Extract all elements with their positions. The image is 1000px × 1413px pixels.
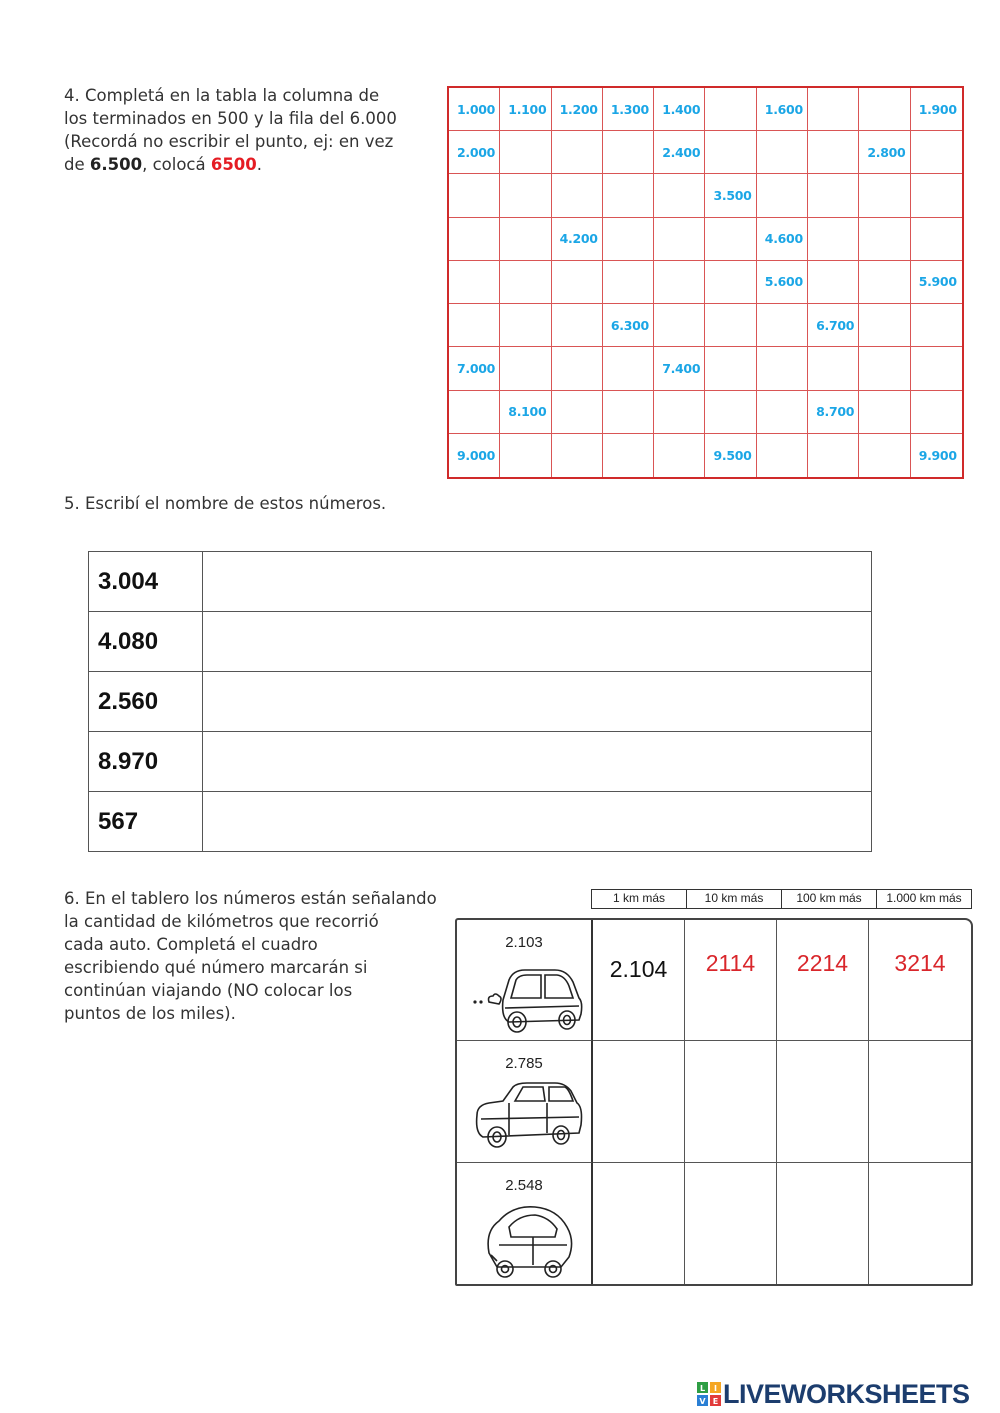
grid-cell[interactable] [552,434,603,477]
grid-cell[interactable] [603,218,654,261]
grid-cell: 2.000 [449,131,500,174]
grid-cell[interactable] [705,261,756,304]
km-answer-cell[interactable] [777,1041,869,1162]
grid-cell[interactable] [552,131,603,174]
grid-cell[interactable] [449,174,500,217]
grid-cell[interactable] [449,304,500,347]
grid-cell[interactable] [654,391,705,434]
instruction-line: los terminados en 500 y la fila del 6.000 [64,109,397,128]
grid-cell[interactable] [449,218,500,261]
grid-cell[interactable] [500,434,551,477]
grid-cell[interactable] [705,347,756,390]
grid-cell[interactable] [552,391,603,434]
grid-cell[interactable] [808,88,859,131]
exercise-4-instruction [64,84,429,176]
grid-cell[interactable] [654,261,705,304]
grid-cell[interactable] [808,347,859,390]
grid-cell[interactable] [552,261,603,304]
grid-cell[interactable] [859,434,910,477]
grid-cell[interactable] [705,131,756,174]
grid-cell[interactable] [654,304,705,347]
grid-cell: 8.100 [500,391,551,434]
grid-cell[interactable] [603,261,654,304]
grid-cell[interactable] [603,347,654,390]
grid-cell[interactable] [757,174,808,217]
km-answer-cell[interactable] [869,920,971,1041]
number-name-answer-field[interactable] [203,552,872,612]
grid-cell: 4.200 [552,218,603,261]
number-name-answer-field[interactable] [203,792,872,852]
odometer-reading: 2.103 [505,934,543,951]
grid-cell[interactable] [705,391,756,434]
km-answer-cell[interactable] [869,1041,971,1162]
table-row [89,552,872,612]
svg-text:V: V [699,1397,706,1406]
table-row [89,672,872,732]
grid-cell[interactable] [859,304,910,347]
exercise-5-instruction: 5. Escribí el nombre de estos números. [64,494,387,513]
grid-cell: 1.000 [449,88,500,131]
grid-cell[interactable] [911,218,962,261]
grid-cell[interactable] [500,174,551,217]
grid-cell[interactable] [449,391,500,434]
grid-cell: 7.000 [449,347,500,390]
km-answer-cell[interactable] [777,920,869,1041]
grid-cell[interactable] [757,347,808,390]
grid-cell[interactable] [911,131,962,174]
grid-cell: 9.900 [918,447,957,463]
car-icon [469,958,585,1038]
number-cell: 3.004 [89,552,203,612]
km-answer-cell[interactable] [685,920,777,1041]
car-odometer-cell [457,920,593,1041]
grid-cell: 1.100 [500,88,551,131]
number-name-answer-field[interactable] [203,612,872,672]
instruction-line: puntos de los miles). [64,1004,236,1023]
grid-cell: 9.500 [705,434,756,477]
km-answer-cell[interactable] [593,920,685,1041]
grid-cell[interactable] [500,131,551,174]
grid-cell[interactable] [808,218,859,261]
number-cell: 2.560 [89,672,203,732]
grid-cell: 4.600 [757,218,808,261]
km-header-cell: 1 km más [592,890,687,908]
svg-text:I: I [714,1384,717,1393]
grid-cell[interactable] [500,347,551,390]
grid-cell[interactable] [808,434,859,477]
number-names-table [88,551,872,852]
odometer-reading: 2.548 [505,1176,543,1194]
grid-cell[interactable] [808,174,859,217]
grid-cell[interactable] [603,391,654,434]
grid-cell: 8.700 [808,391,859,434]
grid-cell[interactable] [911,391,962,434]
grid-cell[interactable] [500,218,551,261]
liveworksheets-logo [697,1378,970,1410]
exercise-6-instruction [64,887,464,1025]
grid-cell: 6.300 [603,304,654,347]
grid-cell: 2.800 [859,131,910,174]
km-header-row [591,889,972,909]
grid-cell[interactable] [859,174,910,217]
grid-cell[interactable] [808,261,859,304]
svg-text:E: E [712,1397,719,1406]
grid-cell[interactable] [449,261,500,304]
odometer-reading: 2.785 [505,1055,543,1073]
km-answer-cell[interactable] [777,1163,869,1284]
instruction-line: 6. En el tablero los números están señalando [64,889,437,908]
number-cell: 8.970 [89,732,203,792]
instruction-line: 4. Completá en la tabla la columna de [64,86,380,105]
grid-cell[interactable] [603,131,654,174]
grid-cell[interactable] [757,434,808,477]
car-icon [469,1079,585,1159]
instruction-line: continúan viajando (NO colocar los [64,981,353,1000]
grid-cell: 1.900 [911,88,962,131]
grid-cell[interactable] [654,218,705,261]
instruction-line: la cantidad de kilómetros que recorrió [64,912,379,931]
grid-cell[interactable] [859,88,910,131]
logo-text: LIVEWORKSHEETS [723,1378,970,1409]
grid-cell[interactable] [757,391,808,434]
grid-cell: 5.900 [911,261,962,304]
grid-cell: 2.400 [654,131,705,174]
grid-cell: 3.500 [705,174,756,217]
car-odometer-cell [457,1041,593,1162]
grid-cell[interactable] [911,304,962,347]
svg-text:L: L [699,1384,706,1393]
car-icon [469,1201,585,1281]
number-name-answer-field[interactable] [203,672,872,732]
grid-cell[interactable] [705,304,756,347]
km-answer-cell[interactable] [869,1163,971,1284]
example-without-point: 6500 [210,155,257,174]
km-answer-value: 3214 [894,950,946,976]
grid-cell: 7.400 [654,347,705,390]
grid-cell[interactable] [911,347,962,390]
number-grid [447,86,964,479]
km-header-cell: 100 km más [782,890,877,908]
km-answer-cell[interactable] [685,1041,777,1162]
grid-cell[interactable] [603,434,654,477]
grid-cell[interactable] [859,261,910,304]
instruction-line: escribiendo qué número marcarán si [64,958,368,977]
instruction-line: (Recordá no escribir el punto, ej: en vez [64,132,394,151]
grid-cell: 6.700 [808,304,859,347]
km-answer-cell[interactable] [593,1041,685,1162]
example-with-point: 6.500 [89,155,143,174]
km-answer-cell[interactable] [593,1163,685,1284]
instruction-line: de 6.500, colocá 6500. [64,155,263,174]
number-cell: 567 [89,792,203,852]
instruction-line: cada auto. Completá el cuadro [64,935,318,954]
number-cell: 4.080 [89,612,203,672]
grid-cell: 1.300 [603,88,654,131]
km-answer-value: 2114 [705,950,756,976]
grid-cell[interactable] [757,131,808,174]
table-row [89,612,872,672]
table-row [89,792,872,852]
odometer-board [455,918,973,1286]
table-row [89,732,872,792]
grid-cell[interactable] [859,218,910,261]
grid-cell: 1.400 [654,88,705,131]
grid-cell[interactable] [552,304,603,347]
grid-cell[interactable] [911,174,962,217]
km-answer-value: 2214 [796,950,849,976]
grid-cell[interactable] [603,174,654,217]
grid-cell[interactable] [500,304,551,347]
grid-cell[interactable] [859,347,910,390]
grid-cell: 9.000 [449,434,500,477]
grid-cell[interactable] [552,174,603,217]
car-odometer-cell [457,1163,593,1284]
grid-cell[interactable] [705,218,756,261]
grid-cell[interactable] [500,261,551,304]
grid-cell[interactable] [552,347,603,390]
grid-cell[interactable] [654,434,705,477]
grid-cell[interactable] [757,304,808,347]
km-answer-cell[interactable] [685,1163,777,1284]
grid-cell: 1.600 [757,88,808,131]
number-name-answer-field[interactable] [203,732,872,792]
km-header-cell: 10 km más [687,890,782,908]
grid-cell[interactable] [808,131,859,174]
grid-cell[interactable] [705,88,756,131]
grid-cell: 5.600 [757,261,808,304]
liveworksheets-logo-icon [697,1382,721,1406]
grid-cell[interactable] [859,391,910,434]
grid-cell: 1.200 [552,88,603,131]
km-header-cell: 1.000 km más [886,891,962,905]
km-answer-value: 2.104 [609,956,668,982]
grid-cell[interactable] [654,174,705,217]
